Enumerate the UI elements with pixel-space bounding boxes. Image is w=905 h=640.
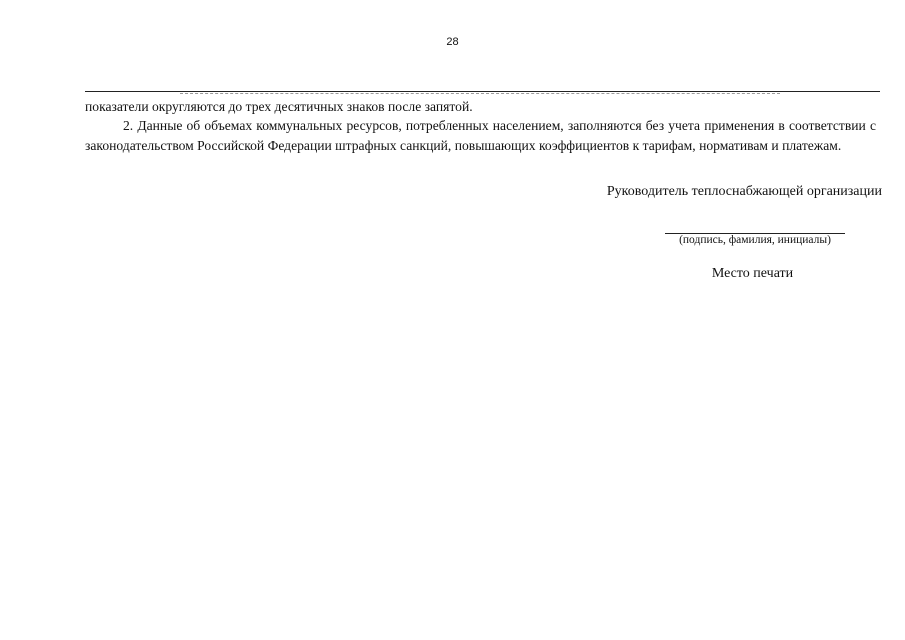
body-text — [85, 97, 876, 155]
rounding-note: показатели округляются до трех десятичных знаков после запятой. — [85, 99, 473, 114]
seal-label: Место печати — [711, 266, 794, 281]
signature-caption: (подпись, фамилия, инициалы) — [679, 234, 831, 246]
page-number: 28 — [446, 36, 459, 48]
header-rule-scan-artifact — [180, 93, 780, 94]
paragraph-2: 2. Данные об объемах коммунальных ресурсов, потребленных населением, заполняются без учета применения в соответствии с законодательством Российской Федерации штрафных санкций, повышающих коэффициентов к тарифам, нормативам и платежам. — [85, 118, 876, 153]
signature-title: Руководитель теплоснабжающей организации — [606, 184, 882, 199]
header-rule — [85, 91, 880, 92]
